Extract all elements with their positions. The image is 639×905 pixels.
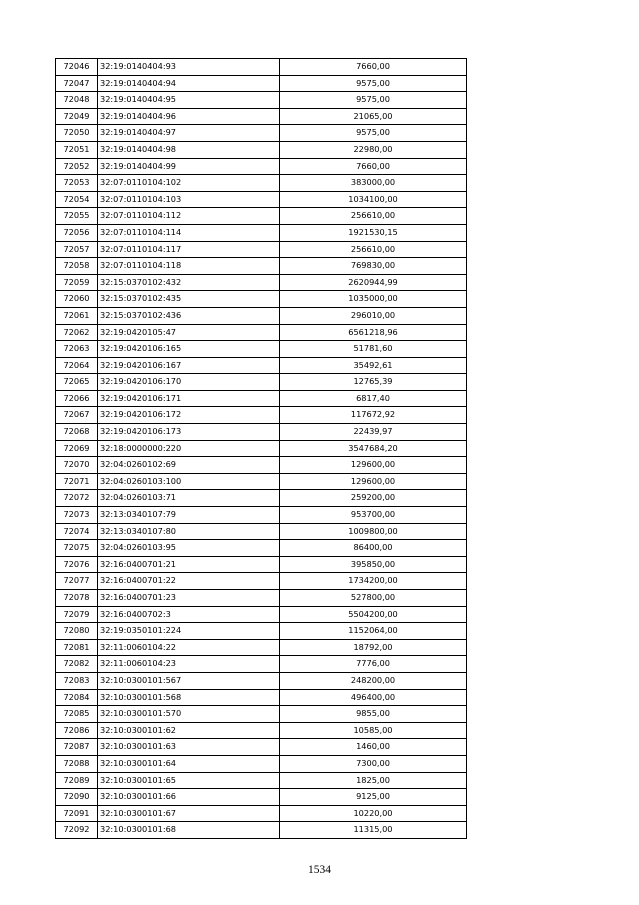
cadastral-number: 32:19:0140404:93 xyxy=(98,59,280,76)
cadastral-number: 32:16:0400702:3 xyxy=(98,606,280,623)
cadastral-number: 32:10:0300101:64 xyxy=(98,755,280,772)
cadastral-value: 9575,00 xyxy=(280,125,467,142)
cadastral-number: 32:10:0300101:567 xyxy=(98,672,280,689)
cadastral-value: 51781,60 xyxy=(280,341,467,358)
cadastral-number: 32:15:0370102:435 xyxy=(98,291,280,308)
cadastral-value: 35492,61 xyxy=(280,357,467,374)
cadastral-value: 22980,00 xyxy=(280,141,467,158)
row-number: 72061 xyxy=(56,307,98,324)
table-row xyxy=(56,390,467,407)
table-row xyxy=(56,440,467,457)
row-number: 72068 xyxy=(56,424,98,441)
row-number: 72085 xyxy=(56,706,98,723)
cadastral-number: 32:19:0140404:95 xyxy=(98,92,280,109)
row-number: 72076 xyxy=(56,556,98,573)
table-row xyxy=(56,507,467,524)
row-number: 72087 xyxy=(56,739,98,756)
cadastral-number: 32:19:0140404:99 xyxy=(98,158,280,175)
cadastral-value: 1152064,00 xyxy=(280,623,467,640)
table-row xyxy=(56,307,467,324)
page-number: 1534 xyxy=(308,864,331,876)
row-number: 72074 xyxy=(56,523,98,540)
row-number: 72086 xyxy=(56,722,98,739)
row-number: 72080 xyxy=(56,623,98,640)
cadastral-value: 259200,00 xyxy=(280,490,467,507)
cadastral-number: 32:16:0400701:22 xyxy=(98,573,280,590)
cadastral-value: 7776,00 xyxy=(280,656,467,673)
cadastral-number: 32:19:0420106:173 xyxy=(98,424,280,441)
cadastral-number: 32:19:0140404:97 xyxy=(98,125,280,142)
cadastral-value: 9125,00 xyxy=(280,789,467,806)
row-number: 72050 xyxy=(56,125,98,142)
table-row xyxy=(56,374,467,391)
row-number: 72066 xyxy=(56,390,98,407)
cadastral-value: 1460,00 xyxy=(280,739,467,756)
cadastral-number: 32:19:0350101:224 xyxy=(98,623,280,640)
row-number: 72089 xyxy=(56,772,98,789)
table-row xyxy=(56,108,467,125)
cadastral-number: 32:19:0420106:171 xyxy=(98,390,280,407)
row-number: 72058 xyxy=(56,258,98,275)
cadastral-number: 32:07:0110104:112 xyxy=(98,208,280,225)
row-number: 72046 xyxy=(56,59,98,76)
table-row xyxy=(56,59,467,76)
table-row xyxy=(56,573,467,590)
cadastral-value: 296010,00 xyxy=(280,307,467,324)
table-row xyxy=(56,141,467,158)
table-row xyxy=(56,805,467,822)
cadastral-value: 21065,00 xyxy=(280,108,467,125)
cadastral-value: 496400,00 xyxy=(280,689,467,706)
cadastral-number: 32:07:0110104:118 xyxy=(98,258,280,275)
row-number: 72083 xyxy=(56,672,98,689)
cadastral-value: 10585,00 xyxy=(280,722,467,739)
row-number: 72070 xyxy=(56,457,98,474)
table-row xyxy=(56,689,467,706)
table-row xyxy=(56,175,467,192)
cadastral-value: 248200,00 xyxy=(280,672,467,689)
row-number: 72057 xyxy=(56,241,98,258)
table-row xyxy=(56,92,467,109)
table-row xyxy=(56,606,467,623)
row-number: 72077 xyxy=(56,573,98,590)
cadastral-value: 256610,00 xyxy=(280,208,467,225)
row-number: 72084 xyxy=(56,689,98,706)
cadastral-value: 9575,00 xyxy=(280,75,467,92)
row-number: 72065 xyxy=(56,374,98,391)
cadastral-value: 953700,00 xyxy=(280,507,467,524)
table-row xyxy=(56,191,467,208)
cadastral-number: 32:10:0300101:570 xyxy=(98,706,280,723)
row-number: 72092 xyxy=(56,822,98,839)
cadastral-number: 32:10:0300101:67 xyxy=(98,805,280,822)
table-row xyxy=(56,341,467,358)
table-row xyxy=(56,75,467,92)
cadastral-value: 7660,00 xyxy=(280,158,467,175)
table-row xyxy=(56,473,467,490)
table-row xyxy=(56,672,467,689)
cadastral-number: 32:10:0300101:65 xyxy=(98,772,280,789)
cadastral-number: 32:15:0370102:432 xyxy=(98,274,280,291)
cadastral-value: 10220,00 xyxy=(280,805,467,822)
cadastral-number: 32:04:0260103:100 xyxy=(98,473,280,490)
cadastral-number: 32:16:0400701:23 xyxy=(98,590,280,607)
cadastral-number: 32:07:0110104:117 xyxy=(98,241,280,258)
cadastral-value: 769830,00 xyxy=(280,258,467,275)
row-number: 72082 xyxy=(56,656,98,673)
cadastral-number: 32:16:0400701:21 xyxy=(98,556,280,573)
cadastral-number: 32:19:0420106:167 xyxy=(98,357,280,374)
table-row xyxy=(56,706,467,723)
cadastral-value: 7300,00 xyxy=(280,755,467,772)
table-row xyxy=(56,739,467,756)
cadastral-value: 2620944,99 xyxy=(280,274,467,291)
cadastral-number: 32:19:0420105:47 xyxy=(98,324,280,341)
table-row xyxy=(56,789,467,806)
cadastral-number: 32:19:0420106:165 xyxy=(98,341,280,358)
table-row xyxy=(56,755,467,772)
row-number: 72060 xyxy=(56,291,98,308)
row-number: 72064 xyxy=(56,357,98,374)
row-number: 72053 xyxy=(56,175,98,192)
row-number: 72090 xyxy=(56,789,98,806)
cadastral-value: 6561218,96 xyxy=(280,324,467,341)
cadastral-value: 129600,00 xyxy=(280,457,467,474)
row-number: 72047 xyxy=(56,75,98,92)
row-number: 72051 xyxy=(56,141,98,158)
cadastral-number: 32:10:0300101:568 xyxy=(98,689,280,706)
cadastral-number: 32:15:0370102:436 xyxy=(98,307,280,324)
cadastral-value: 1734200,00 xyxy=(280,573,467,590)
row-number: 72088 xyxy=(56,755,98,772)
table-row xyxy=(56,258,467,275)
row-number: 72048 xyxy=(56,92,98,109)
cadastral-value: 395850,00 xyxy=(280,556,467,573)
row-number: 72078 xyxy=(56,590,98,607)
row-number: 72059 xyxy=(56,274,98,291)
cadastral-number: 32:11:0060104:22 xyxy=(98,639,280,656)
cadastral-number: 32:07:0110104:114 xyxy=(98,224,280,241)
cadastral-number: 32:04:0260102:69 xyxy=(98,457,280,474)
table-row xyxy=(56,722,467,739)
row-number: 72081 xyxy=(56,639,98,656)
cadastral-number: 32:10:0300101:62 xyxy=(98,722,280,739)
row-number: 72056 xyxy=(56,224,98,241)
table-row xyxy=(56,540,467,557)
cadastral-value: 22439,97 xyxy=(280,424,467,441)
cadastral-number: 32:07:0110104:103 xyxy=(98,191,280,208)
table-row xyxy=(56,274,467,291)
cadastral-number: 32:19:0140404:98 xyxy=(98,141,280,158)
cadastral-value: 1034100,00 xyxy=(280,191,467,208)
cadastral-number: 32:04:0260103:71 xyxy=(98,490,280,507)
cadastral-value: 1921530,15 xyxy=(280,224,467,241)
table-row xyxy=(56,407,467,424)
cadastral-value: 1035000,00 xyxy=(280,291,467,308)
table-row xyxy=(56,291,467,308)
table-row xyxy=(56,457,467,474)
cadastral-value: 1825,00 xyxy=(280,772,467,789)
row-number: 72079 xyxy=(56,606,98,623)
cadastral-value: 12765,39 xyxy=(280,374,467,391)
cadastral-value: 3547684,20 xyxy=(280,440,467,457)
table-row xyxy=(56,590,467,607)
cadastral-value: 11315,00 xyxy=(280,822,467,839)
row-number: 72071 xyxy=(56,473,98,490)
cadastral-number: 32:19:0140404:94 xyxy=(98,75,280,92)
cadastral-value: 9855,00 xyxy=(280,706,467,723)
table-row xyxy=(56,639,467,656)
table-row xyxy=(56,523,467,540)
cadastral-value: 5504200,00 xyxy=(280,606,467,623)
cadastral-value: 383000,00 xyxy=(280,175,467,192)
cadastral-value: 117672,92 xyxy=(280,407,467,424)
row-number: 72054 xyxy=(56,191,98,208)
table-body xyxy=(56,59,467,839)
row-number: 72091 xyxy=(56,805,98,822)
table-row xyxy=(56,324,467,341)
table-row xyxy=(56,224,467,241)
cadastral-value: 18792,00 xyxy=(280,639,467,656)
table-row xyxy=(56,241,467,258)
row-number: 72062 xyxy=(56,324,98,341)
cadastral-number: 32:07:0110104:102 xyxy=(98,175,280,192)
cadastral-value: 86400,00 xyxy=(280,540,467,557)
cadastral-number: 32:18:0000000:220 xyxy=(98,440,280,457)
row-number: 72049 xyxy=(56,108,98,125)
row-number: 72052 xyxy=(56,158,98,175)
cadastral-number: 32:10:0300101:63 xyxy=(98,739,280,756)
table-row xyxy=(56,357,467,374)
table-row xyxy=(56,424,467,441)
cadastral-value-table xyxy=(55,58,467,839)
cadastral-number: 32:19:0140404:96 xyxy=(98,108,280,125)
table-row xyxy=(56,208,467,225)
cadastral-value: 7660,00 xyxy=(280,59,467,76)
cadastral-number: 32:13:0340107:79 xyxy=(98,507,280,524)
table-row xyxy=(56,656,467,673)
cadastral-number: 32:19:0420106:170 xyxy=(98,374,280,391)
table-row xyxy=(56,772,467,789)
cadastral-value: 129600,00 xyxy=(280,473,467,490)
table-row xyxy=(56,822,467,839)
row-number: 72072 xyxy=(56,490,98,507)
cadastral-number: 32:04:0260103:95 xyxy=(98,540,280,557)
row-number: 72067 xyxy=(56,407,98,424)
table-row xyxy=(56,556,467,573)
row-number: 72069 xyxy=(56,440,98,457)
row-number: 72073 xyxy=(56,507,98,524)
row-number: 72075 xyxy=(56,540,98,557)
cadastral-number: 32:10:0300101:68 xyxy=(98,822,280,839)
cadastral-number: 32:11:0060104:23 xyxy=(98,656,280,673)
cadastral-number: 32:13:0340107:80 xyxy=(98,523,280,540)
cadastral-number: 32:10:0300101:66 xyxy=(98,789,280,806)
row-number: 72055 xyxy=(56,208,98,225)
cadastral-number: 32:19:0420106:172 xyxy=(98,407,280,424)
table-row xyxy=(56,158,467,175)
table-row xyxy=(56,125,467,142)
cadastral-value: 6817,40 xyxy=(280,390,467,407)
row-number: 72063 xyxy=(56,341,98,358)
cadastral-value: 1009800,00 xyxy=(280,523,467,540)
table-row xyxy=(56,623,467,640)
cadastral-value: 9575,00 xyxy=(280,92,467,109)
table-row xyxy=(56,490,467,507)
cadastral-value: 256610,00 xyxy=(280,241,467,258)
cadastral-value: 527800,00 xyxy=(280,590,467,607)
